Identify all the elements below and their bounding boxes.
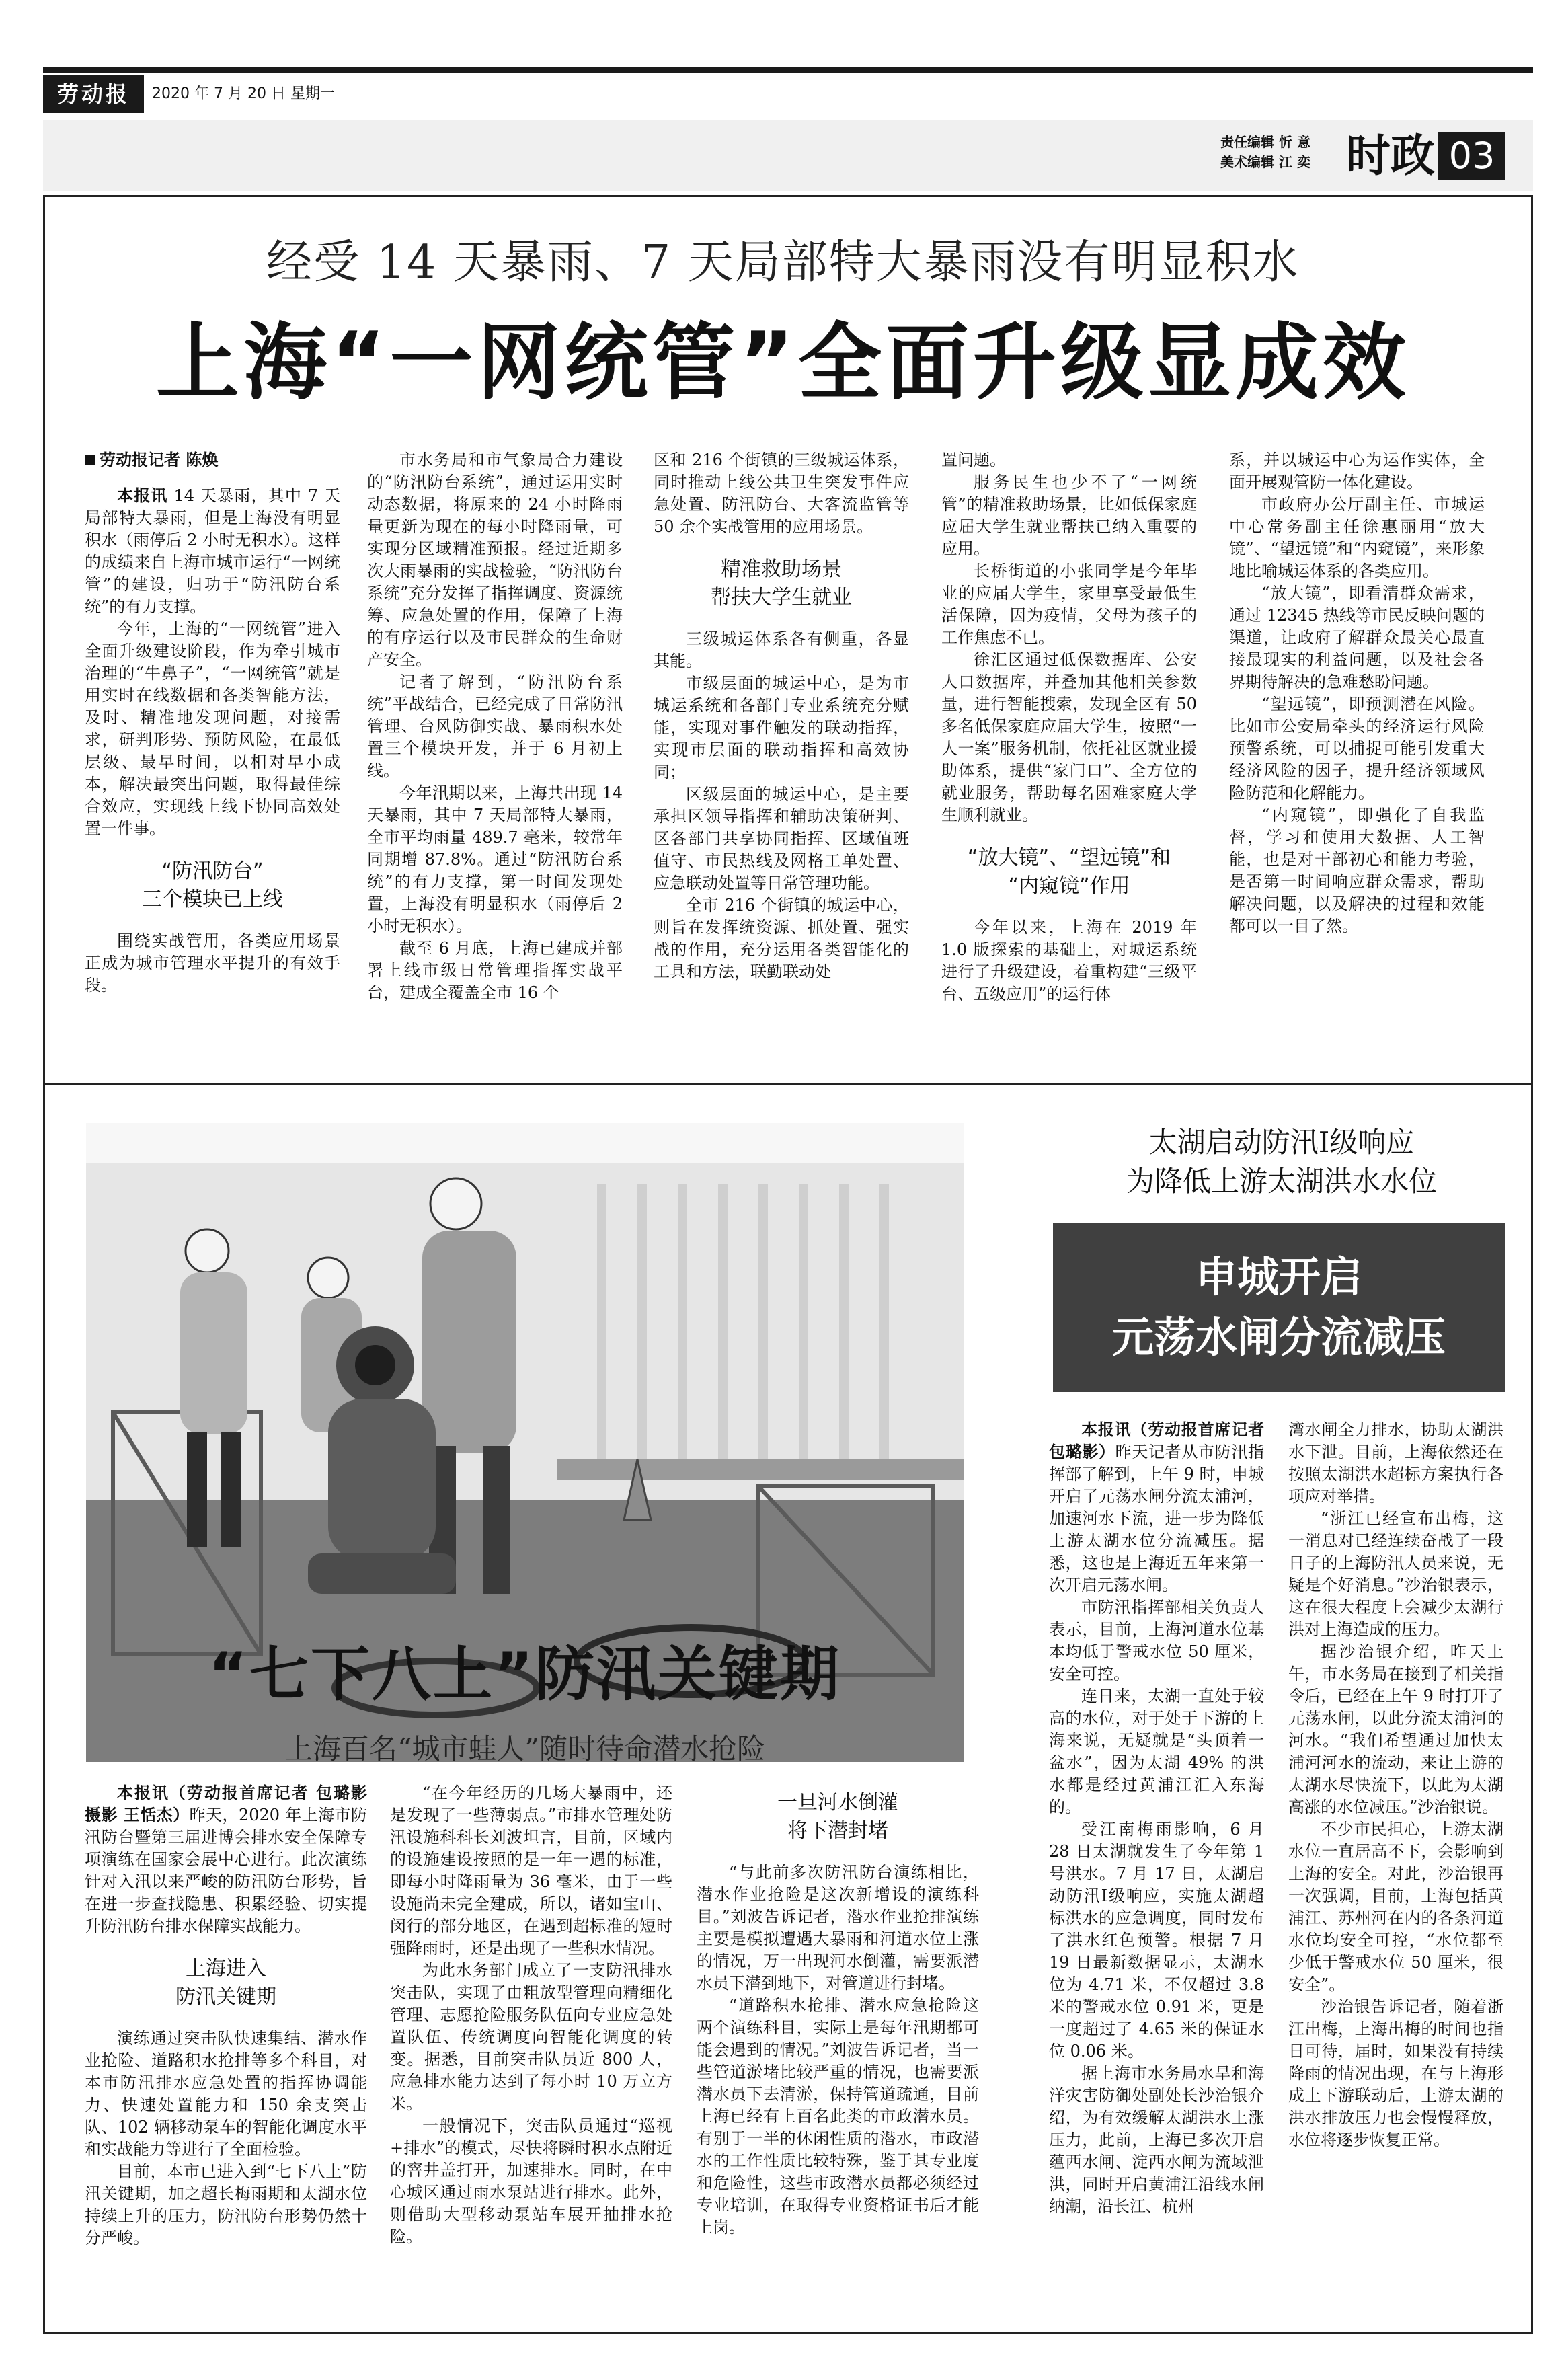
editor-line: 责任编辑 忻 意 — [1220, 134, 1310, 150]
story3-headline: 申城开启 元荡水闸分流减压 — [1053, 1223, 1505, 1392]
story1-subhead-2: 精准救助场景 帮扶大学生就业 — [711, 558, 852, 609]
story2-paragraph: “与此前多次防汛防台演练相比，潜水作业抢险是这次新增设的演练科目。”刘波告诉记者，潜水作业抢排演练主要是模拟遭遇大暴雨和河道水位上涨的情况，万一出现河水倒灌，需要派潜水员下潜到地下，对管道进行封堵。 — [697, 1863, 979, 1993]
story3-column-2 — [1288, 1419, 1503, 2151]
byline-square-icon — [85, 455, 95, 465]
story1-paragraph: 置问题。 — [941, 451, 1006, 469]
issue-date: 2020 年 7 月 20 日 星期一 — [152, 85, 335, 102]
story1-paragraph: “内窥镜”，即强化了自我监督，学习和使用大数据、人工智能，也是对干部初心和能力考验，是否第一时间响应群众需求，帮助解决问题，以及解决的过程和效能都可以一目了然。 — [1229, 806, 1485, 935]
section-divider — [43, 1083, 1533, 1085]
story1-paragraph: 市水务局和市气象局合力建设的“防汛防台系统”，通过运用实时动态数据，将原来的 24 小时降雨量更新为现在的每小时降雨量，可实现分区域精准预报。经过近期多次大雨暴雨的实战检验，“防汛防台系统”充分发挥了指挥调度、资源统筹、应急处置的作用，保障了上海的有序运行以及市民群众的生命财产安全。 — [367, 451, 623, 669]
story2-paragraph: 为此水务部门成立了一支防汛排水突击队，实现了由粗放型管理向精细化管理、志愿抢险服务队伍向专业应急处置队伍、传统调度向智能化调度的转变。据悉，目前突击队员近 800 人，应急排水能力达到了每小时 10 万立方米。 — [390, 1961, 672, 2113]
masthead-rule — [43, 67, 1533, 73]
story1-subhead-3: “放大镜”、“望远镜”和 “内窥镜”作用 — [967, 846, 1171, 898]
story3-kicker: 太湖启动防汛Ⅰ级响应 为降低上游太湖洪水水位 — [1126, 1126, 1437, 1198]
story2-paragraph: 昨天，2020 年上海市防汛防台暨第三届进博会排水安全保障专项演练在国家会展中心进行。此次演练针对入汛以来严峻的防汛防台形势，旨在进一步查找隐患、积累经验、切实提升防汛防台排水保障实战能力。 — [85, 1806, 367, 1935]
story1-paragraph: 区和 216 个街镇的三级城运体系，同时推动上线公共卫生突发事件应急处置、防汛防台、大客流监管等 50 余个实战管用的应用场景。 — [654, 451, 909, 536]
story2-paragraph: “道路积水抢排、潜水应急抢险这两个演练科目，实际上是每年汛期都可能会遇到的情况。”刘波告诉记者，当一些管道淤堵比较严重的情况，也需要派潜水员下去清淤，保持管道疏通，目前上海已经有上百名此类的市政潜水员。有别于一半的休闲性质的潜水，市政潜水的工作性质比较特殊，鉴于其专业度和危险性，这些市政潜水员都必须经过专业培训，在取得专业资格证书后才能上岗。 — [697, 1996, 979, 2237]
story1-paragraph: 市政府办公厅副主任、市城运中心常务副主任徐惠丽用“放大镜”、“望远镜”和“内窥镜”，来形象地比喻城运体系的各类应用。 — [1229, 495, 1485, 580]
story1-paragraph: “放大镜”，即看清群众需求，通过 12345 热线等市民反映问题的渠道，让政府了解群众最关心最直接最现实的利益问题，以及社会各界期待解决的急难愁盼问题。 — [1229, 584, 1485, 691]
story3-paragraph: 昨天记者从市防汛指挥部了解到，上午 9 时，申城开启了元荡水闸分流太浦河，加速河水下流，进一步为降低上游太湖水位分流减压。据悉，这也是上海近五年来第一次开启元荡水闸。 — [1049, 1443, 1265, 1595]
story1-paragraph: 系，并以城运中心为运作实体，全面开展观管防一体化建设。 — [1229, 451, 1485, 492]
story1-paragraph: 长桥街道的小张同学是今年毕业的应届大学生，家里享受最低生活保障，因为疫情，父母为孩子的工作焦虑不已。 — [941, 562, 1197, 647]
art-editor-line: 美术编辑 江 奕 — [1220, 154, 1310, 170]
story1-paragraph: 三级城运体系各有侧重，各显其能。 — [654, 629, 909, 670]
story1-subtitle: 经受 14 天暴雨、7 天局部特大暴雨没有明显积水 — [266, 236, 1300, 289]
story2-paragraph: 目前，本市已进入到“七下八上”防汛关键期，加之超长梅雨期和太湖水位持续上升的压力，防汛防台形势仍然十分严峻。 — [85, 2162, 367, 2248]
story3-paragraph: 据上海市水务局水旱和海洋灾害防御处副处长沙治银介绍，为有效缓解太湖洪水上涨压力，此前，上海已多次开启蕴西水闸、淀西水闸为流域泄洪，同时开启黄浦江沿线水闸纳潮，沿长江、杭州 — [1049, 2064, 1264, 2216]
story3-paragraph: 不少市民担心，上游太湖水位一直居高不下，会影响到上海的安全。对此，沙治银再一次强调，目前，上海包括黄浦江、苏州河在内的各条河道水位均安全可控，“水位都至少低于警戒水位 50 厘米，很安全”。 — [1288, 1820, 1503, 1994]
story1-headline: 上海“一网统管”全面升级显成效 — [156, 315, 1410, 412]
editor-credits — [1220, 132, 1310, 172]
story2-paragraph: 一般情况下，突击队员通过“巡视+排水”的模式，尽快将瞬时积水点附近的窨井盖打开，加速排水。同时，在中心城区通过雨水泵站进行排水。此外，则借助大型移动泵站车展开抽排水抢险。 — [390, 2116, 672, 2246]
story1-paragraph: 今年汛期以来，上海共出现 14 天暴雨，其中 7 天局部特大暴雨，全市平均雨量 489.7 毫米，较常年同期增 87.8%。通过“防汛防台系统”的有力支撑，第一时间发现处置，上海没有明显积水（雨停后 2 小时无积水）。 — [367, 783, 623, 935]
story3-paragraph: 湾水闸全力排水，协助太湖洪水下泄。目前，上海依然还在按照太湖洪水超标方案执行各项应对举措。 — [1288, 1420, 1503, 1506]
story3-paragraph: 据沙治银介绍，昨天上午，市水务局在接到了相关指令后，已经在上午 9 时打开了元荡水闸，以此分流太浦河的河水。“我们希望通过加快太浦河河水的流动，来让上游的太湖水尽快流下，以此为太湖高涨的水位减压。”沙治银说。 — [1288, 1642, 1503, 1816]
story1-paragraph: 徐汇区通过低保数据库、公安人口数据库，并叠加其他相关参数量，进行智能搜索，发现全区有 50 多名低保家庭应届大学生，按照“一人一案”服务机制，依托社区就业援助体系，提供“家门口”、全方位的就业服务，帮助每名困难家庭大学生顺利就业。 — [941, 650, 1197, 824]
story1-subhead-1: “防汛防台” 三个模块已上线 — [142, 859, 283, 911]
story3-column-1 — [1049, 1419, 1264, 2218]
story1-paragraph: 今年以来，上海在 2019 年 1.0 版探索的基础上，对城运系统进行了升级建设，着重构建“三级平台、五级应用”的运行体 — [941, 918, 1197, 1003]
story3-paragraph: 市防汛指挥部相关负责人表示，目前，上海河道水位基本均低于警戒水位 50 厘米，安全可控。 — [1049, 1598, 1264, 1683]
story1-lead: 本报讯 — [117, 486, 168, 505]
story2-column-3 — [697, 1782, 979, 2239]
story2-paragraph: “在今年经历的几场大暴雨中，还是发现了一些薄弱点。”市排水管理处防汛设施科科长刘波坦言，目前，区域内的设施建设按照的是一年一遇的标准，即每小时降雨量为 36 毫米，由于一些设施尚未完全建成，所以，诸如宝山、闵行的部分地区，在遇到超标准的短时强降雨时，还是出现了一些积水情况。 — [390, 1783, 672, 1958]
photo-subheadline: 上海百名“城市蛙人”随时待命潜水抢险 — [284, 1732, 765, 1765]
story1-paragraph: 记者了解到，“防汛防台系统”平战结合，已经完成了日常防汛管理、台风防御实战、暴雨积水处置三个模块开发，并于 6 月初上线。 — [367, 673, 623, 780]
story2-lead: 本报讯（劳动报首席记者 包璐影 摄影 王恬杰） — [85, 1783, 367, 1825]
story3-paragraph: 沙治银告诉记者，随着浙江出梅，上海出梅的时间也指日可待，届时，如果没有持续降雨的情况出现，在与上海形成上下游联动后，上游太湖的洪水排放压力也会慢慢释放，水位将逐步恢复正常。 — [1288, 1997, 1503, 2149]
story2-column-1 — [85, 1782, 367, 2250]
story3-paragraph: “浙江已经宣布出梅，这一消息对已经连续奋战了一段日子的上海防汛人员来说，无疑是个好消息。”沙治银表示，这在很大程度上会减少太湖行洪对上海造成的压力。 — [1288, 1509, 1503, 1639]
story1-column-5 — [1229, 449, 1485, 937]
story1-paragraph: 14 天暴雨，其中 7 天局部特大暴雨，但是上海没有明显积水（雨停后 2 小时无积水）。这样的成绩来自上海市城市运行“一网统管”的建设，归功于“防汛防台系统”的有力支撑。 — [85, 486, 341, 616]
photo-headline: “七下八上”防汛关键期 — [208, 1640, 841, 1709]
story1-paragraph: “望远镜”，即预测潜在风险。比如市公安局牵头的经济运行风险预警系统，可以捕捉可能引发重大经济风险的因子，提升经济领域风险防范和化解能力。 — [1229, 695, 1485, 802]
section-name: 时政 — [1346, 129, 1435, 182]
story1-paragraph: 截至 6 月底，上海已建成并部署上线市级日常管理指挥实战平台，建成全覆盖全市 16 个 — [367, 939, 623, 1002]
story1-column-3 — [654, 449, 909, 983]
story3-lead: 本报讯（劳动报首席记者 包璐影） — [1049, 1420, 1264, 1461]
story2-paragraph: 演练通过突击队快速集结、潜水作业抢险、道路积水抢排等多个科目，对本市防汛排水应急处置的指挥协调能力、快速处置能力和 150 余支突击队、102 辆移动泵车的智能化调度水平和实战能力等进行了全面检验。 — [85, 2029, 367, 2159]
story1-paragraph: 今年，上海的“一网统管”进入全面升级建设阶段，作为牵引城市治理的“牛鼻子”，“一网统管”就是用实时在线数据和各类智能方法，及时、精准地发现问题，对接需求，研判形势、预防风险，在最低层级、最早时间，以相对早小成本，解决最突出问题，取得最佳综合效应，实现线上线下协同高效处置一件事。 — [85, 619, 340, 838]
story1-paragraph: 市级层面的城运中心，是为市城运系统和各部门专业系统充分赋能，实现对事件触发的联动指挥，实现市层面的联动指挥和高效协同； — [654, 674, 909, 781]
story1-byline: 劳动报记者 陈焕 — [85, 449, 340, 471]
story2-subhead-1: 上海进入 防汛关键期 — [175, 1957, 276, 2009]
story1-paragraph: 全市 216 个街镇的城运中心，则旨在发挥统资源、抓处置、强实战的作用，充分运用各类智能化的工具和方法，联勤联动处 — [654, 896, 909, 981]
story2-subhead-2: 一旦河水倒灌 将下潜封堵 — [777, 1791, 898, 1843]
story1-column-2 — [367, 449, 623, 1004]
story3-paragraph: 连日来，太湖一直处于较高的水位，对于处于下游的上海来说，无疑就是“头顶着一盆水”，因为太湖 49% 的洪水都是经过黄浦江汇入东海的。 — [1049, 1687, 1264, 1816]
story1-column-1 — [85, 449, 340, 997]
story2-column-2 — [390, 1782, 672, 2248]
newspaper-logo: 劳动报 — [43, 75, 144, 113]
story3-paragraph: 受江南梅雨影响，6 月 28 日太湖就发生了今年第 1 号洪水。7 月 17 日，太湖启动防汛Ⅰ级响应，实施太湖超标洪水的应急调度，同时发布了洪水红色预警。根据 7 月 19 日最新数据显示，太湖水位为 4.71 米，不仅超过 3.8 米的警戒水位 0.91 米，更是一度超过了 4.65 米的保证水位 0.06 米。 — [1049, 1820, 1264, 2061]
story1-column-4 — [941, 449, 1197, 1005]
story1-paragraph: 区级层面的城运中心，是主要承担区领导指挥和辅助决策研判、区各部门共享协同指挥、区域值班值守、市民热线及网格工单处置、应急联动处置等日常管理功能。 — [654, 785, 909, 892]
story1-paragraph: 服务民生也少不了“一网统管”的精准救助场景，比如低保家庭应届大学生就业帮扶已纳入重要的应用。 — [941, 473, 1197, 558]
story1-paragraph: 围绕实战管用，各类应用场景正成为城市管理水平提升的有效手段。 — [85, 931, 340, 995]
page-number: 03 — [1438, 132, 1505, 180]
